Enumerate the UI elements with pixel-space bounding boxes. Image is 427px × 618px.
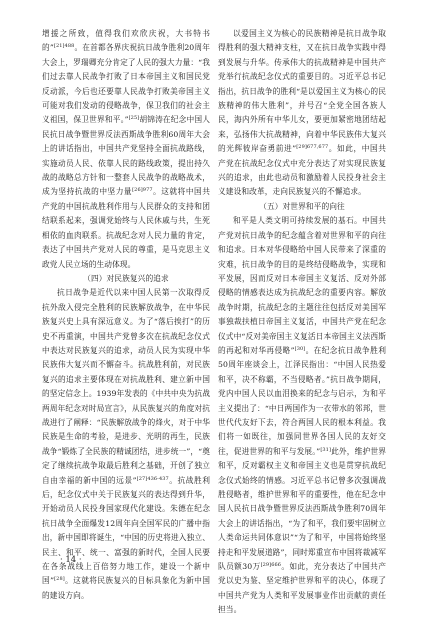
page-number: · 14 · <box>60 555 82 565</box>
paragraph-national-revival: 抗日战争是近代以来中国人民第一次取得反抗外敌入侵完全胜利的民族解放战争，在中华民族复兴史上具有深远意义。为了“落后挨打”的历史不再重演，中国共产党曾多次在抗战纪念仪式中表达对民族复兴的追求，动员人民为实现中华民族伟大复兴而不懈奋斗。抗战胜利前，对民族复兴的追求主要体现在对抗战胜利、建立新中国的坚定信念上。1939年发表的《中共中央为抗战两周年纪念对时局宣言》，从民族复兴的角度对抗战进行了阐释：“民族解放战争的烽火，对于中华民族是生命的考验，是进步、光明的再生，民族战争“锻炼了全民族的精诚团结，进步统一”，“奠定了继续抗战争取最后胜利之基础，开创了独立自由幸福的新中国的远景”$^{[27]436-437}$。抗战胜利后，纪念仪式中关于民族复兴的表达得到升华，开始动员人民投身国家现代化建设。朱德在纪念抗日战争全面爆发12周年向全国军民的广播中指出，新中国即将诞生，“中国的历史将进入独立、民主、和平、统一、富强的新时代，全国人民要在各条战线上百倍努力地工作，建设一个新中国”[28]。这就将民族复兴的目标具象化为新中国的建设方向。 <box>42 288 210 600</box>
footnote-ref[interactable]: [29]677,677 <box>296 144 329 151</box>
section-heading-world-peace: （五）对世界和平的向往 <box>259 201 345 211</box>
footnote-ref[interactable]: [27]436-437 <box>136 475 169 482</box>
footnote-ref[interactable]: [21]488 <box>53 43 75 50</box>
section-heading-national-revival: （四）对民族复兴的追求 <box>83 273 169 283</box>
paragraph-intro: 增援之所致，值得我们欢欣庆祝，大书特书的”$^{[21]488}$。在首都各界庆祝抗日战争胜利20周年大会上，罗瑞卿充分肯定了人民的强大力量：“我们过去靠人民战争打败了日本帝国主义和国民党反动派，今后也还要靠人民战争打败美帝国主义可能对我们发动的侵略战争，保卫我们的社会主义祖国，保卫世界和平。”[25]胡锦涛在纪念中国人民抗日战争暨世界反法西斯战争胜利60周年大会上的讲话指出，中国共产党坚持全面抗战路线，实施动员人民、依靠人民的路线政策，提出持久战的战略总方针和一整套人民战争的战略战术，成为坚持抗战的中坚力量$^{[26]977}$。这就将中国共产党的中国抗战胜利作用与人民群众的支持和团结联系起来，强调党始终与人民休戚与共，生死相依的血肉联系。抗战纪念对人民力量的肯定，表达了中国共产党对人民的尊重，是马克思主义政党人民立场的生动体现。 <box>42 29 210 269</box>
paragraph-world-peace: 和平是人类文明可持续发展的基石。中国共产党对抗日战争的纪念蕴含着对世界和平的向往和追求。日本对华侵略给中国人民带来了深重的灾难，抗日战争的目的是终结侵略战争，实现和平发展，因而反对日本帝国主义复活、反对外部侵略的情感表达成为抗战纪念的重要内容。解放战争时期，抗战纪念的主题往往包括反对美国军事独裁扶植日帝国主义复活，中国共产党在纪念仪式中“反对美帝国主义复活日本帝国主义法西斯的再起和对华再侵略”[30]。在纪念抗日战争胜利50周年座谈会上，江泽民指出：“中国人民热爱和平，决不称霸，不当侵略者。”抗日战争期间，党内中国人民以血泪换来的纪念与启示，为和平主义提出了：“中日两国作为一衣带水的邻邦，世世代代友好下去，符合两国人民的根本利益。我们将一如既往，加强同世界各国人民的友好交往，促进世界的和平与发展。”[31]此外，维护世界和平，反对霸权主义和帝国主义也是贯穿抗战纪念仪式始终的情感。习近平总书记曾多次强调战胜侵略者，维护世界和平的重要性，他在纪念中国人民抗日战争暨世界反法西斯战争胜利70周年大会上的讲话指出，“为了和平，我们要牢固树立人类命运共同体意识”“为了和平，中国将始终坚持走和平发展道路”，同时郑重宣布中国将裁减军队员额30万$^{[29]666}$。如此，充分表达了中国共产党以史为鉴、坚定维护世界和平的决心，体现了中国共产党为人类和平发展事业作出贡献的责任担当。 <box>218 216 386 615</box>
footnote-ref[interactable]: [30] <box>294 345 306 352</box>
footnote-ref[interactable]: [28] <box>54 576 65 583</box>
footnote-ref[interactable]: [26]977 <box>132 187 153 194</box>
paragraph-national-spirit: 以爱国主义为核心的民族精神是抗日战争取得胜利的强大精神支柱，又在抗日战争实践中得到发展与升华。传承伟大的抗战精神是中国共产党举行抗战纪念仪式的重要目的。习近平总书记指出，抗日战争的胜利“是以爱国主义为核心的民族精神的伟大胜利”，并号召“全党全国各族人民，海内外所有中华儿女，要更加紧密地团结起来，弘扬伟大抗战精神，向着中华民族伟大复兴的光辉彼岸奋勇前进”$^{[29]677,677}$。如此，中国共产党在抗战纪念仪式中充分表达了对实现民族复兴的追求，由此也动员和激励着人民投身社会主义建设和改革，走向民族复兴的不懈追求。 <box>218 29 386 197</box>
left-column <box>42 27 210 603</box>
footnote-ref[interactable]: [29]666 <box>260 562 282 569</box>
right-column <box>218 27 386 618</box>
footnote-ref[interactable]: [25] <box>128 115 140 122</box>
footnote-ref[interactable]: [31] <box>320 446 331 453</box>
